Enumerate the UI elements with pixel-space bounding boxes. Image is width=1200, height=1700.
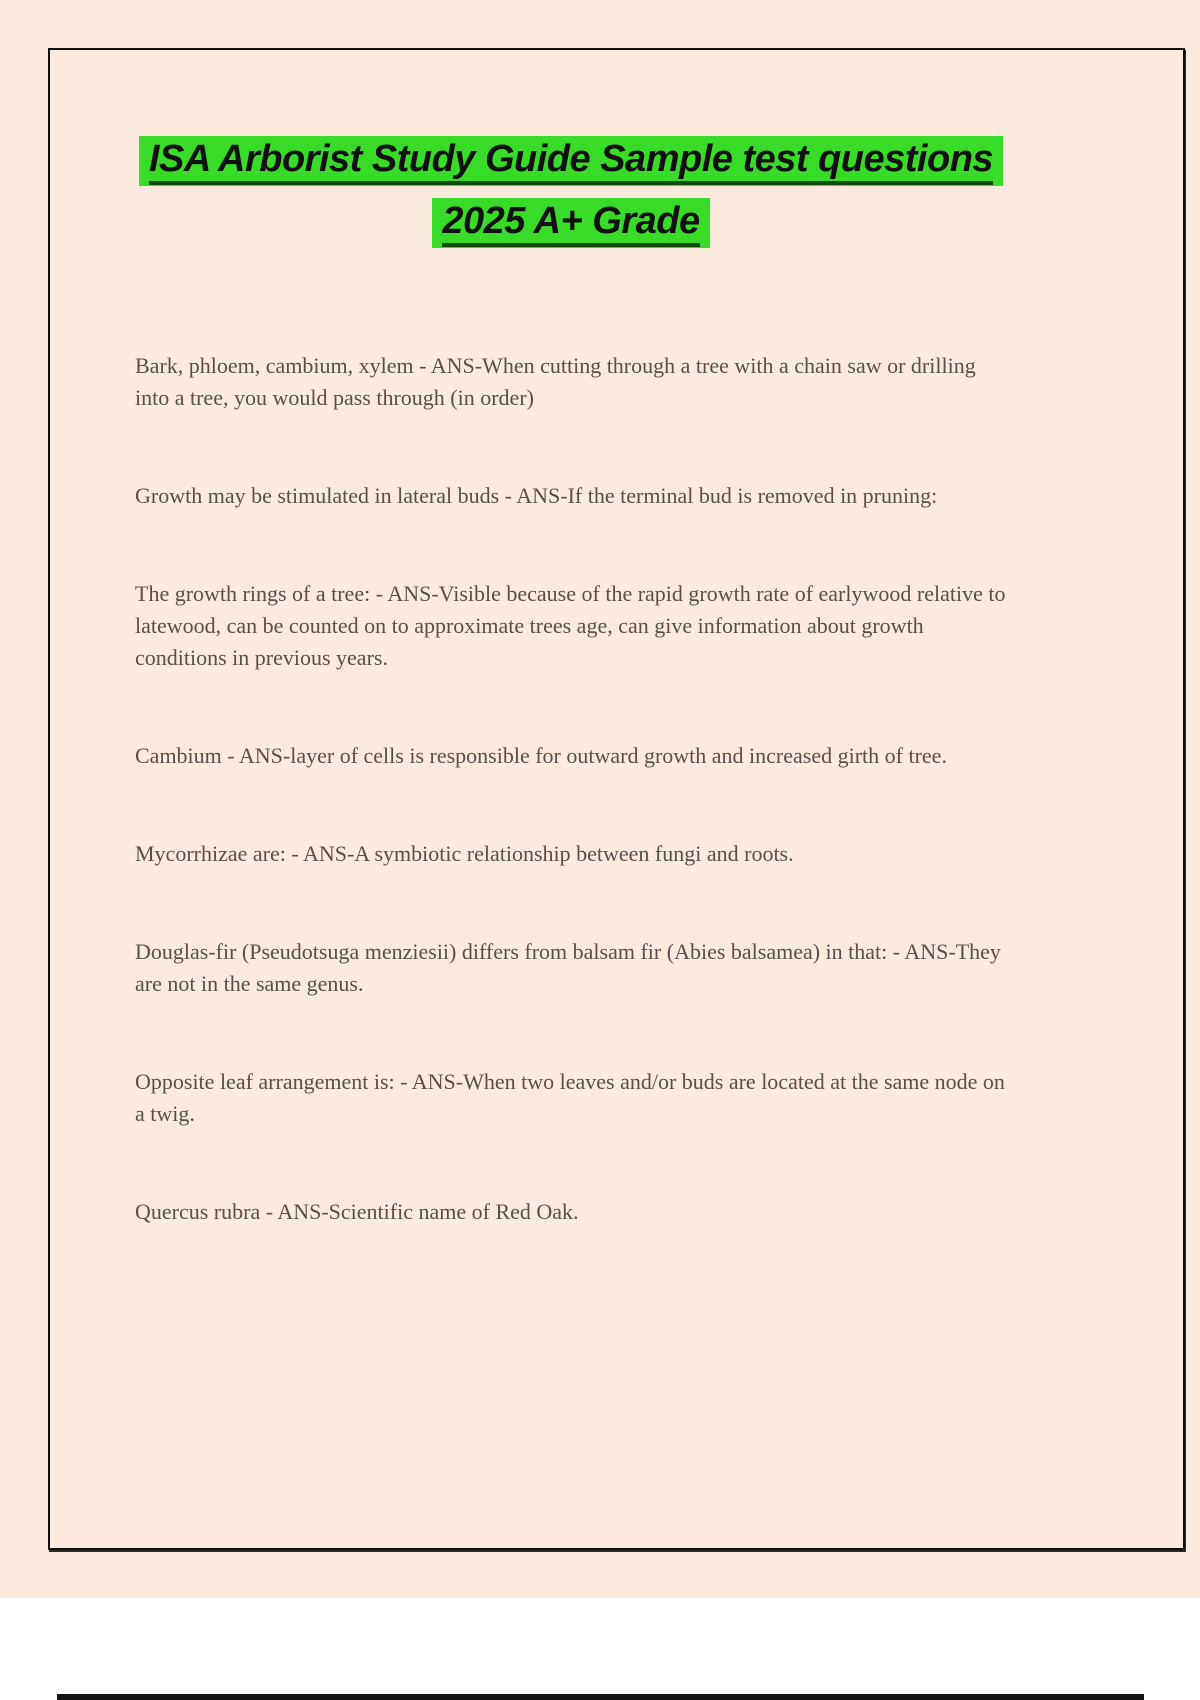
title-line-2 bbox=[432, 198, 709, 248]
page-title bbox=[135, 136, 1007, 260]
qa-item: Cambium - ANS-layer of cells is responsible for outward growth and increased girth of tree. bbox=[135, 743, 947, 768]
qa-item: Growth may be stimulated in lateral buds - ANS-If the terminal bud is removed in pruning: bbox=[135, 483, 938, 508]
title-line-1 bbox=[139, 136, 1003, 186]
qa-item: Mycorrhizae are: - ANS-A symbiotic relationship between fungi and roots. bbox=[135, 841, 794, 866]
qa-item: Bark, phloem, cambium, xylem - ANS-When cutting through a tree with a chain saw or drilling into a tree, you would pass through (in order) bbox=[135, 353, 976, 410]
page-frame bbox=[48, 48, 1185, 1550]
content-column bbox=[50, 50, 1183, 1548]
title-line-1-text: ISA Arborist Study Guide Sample test questions bbox=[149, 138, 993, 185]
qa-item: Quercus rubra - ANS-Scientific name of Red Oak. bbox=[135, 1199, 579, 1224]
qa-item: Douglas-fir (Pseudotsuga menziesii) differs from balsam fir (Abies balsamea) in that: - ANS-They are not in the same genus. bbox=[135, 939, 1001, 996]
next-page-top-border bbox=[57, 1694, 1144, 1700]
qa-item: Opposite leaf arrangement is: - ANS-When two leaves and/or buds are located at the same node on a twig. bbox=[135, 1069, 1005, 1126]
qa-item: The growth rings of a tree: - ANS-Visible because of the rapid growth rate of earlywood relative to latewood, can be counted on to approximate trees age, can give information about growth conditions in previous years. bbox=[135, 581, 1006, 670]
title-line-2-text: 2025 A+ Grade bbox=[442, 200, 699, 247]
